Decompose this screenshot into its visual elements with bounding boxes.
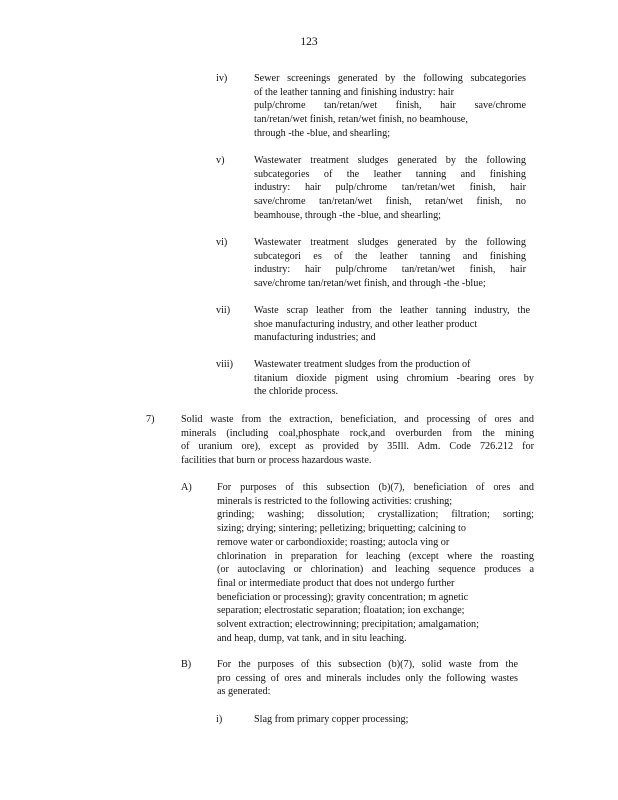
text-line: Wastewater treatment sludges from the production of — [254, 359, 471, 370]
text-line: as generated: — [217, 686, 271, 698]
text-line: Solid waste from the extraction, beneficiation, and processing of ores and — [181, 414, 534, 425]
item-text — [254, 358, 534, 399]
text-line: final or intermediate product that does not undergo further — [217, 577, 455, 589]
text-line: facilities that burn or process hazardous waste. — [181, 455, 372, 467]
text-line: the chloride process. — [254, 386, 339, 398]
text-line: of uranium ore), except as provided by 35Ill. Adm. Code 726.212 for — [181, 441, 534, 453]
item-marker: i) — [216, 714, 223, 725]
item-marker: v) — [216, 155, 225, 166]
text-line: remove water or carbondioxide; roasting; autocla ving or — [217, 536, 450, 548]
text-line: subcategories of the leather tanning and finishing — [254, 168, 526, 180]
text-line: separation; electrostatic separation; floatation; ion exchange; — [217, 605, 465, 617]
text-line: Waste scrap leather from the leather tanning industry, the — [254, 305, 530, 316]
text-line: For the purposes of this subsection (b)(7), solid waste from the — [217, 659, 518, 670]
text-line: of the leather tanning and finishing industry: hair — [254, 86, 455, 98]
item-marker: vii) — [216, 305, 231, 316]
item-text — [254, 304, 530, 345]
text-line: pulp/chrome tan/retan/wet finish, hair save/chrome — [254, 100, 526, 112]
text-line: subcategori es of the leather tanning and finishing — [254, 250, 526, 262]
item-text — [217, 658, 518, 699]
text-line: solvent extraction; electrowinning; precipitation; amalgamation; — [217, 619, 479, 631]
text-line: beamhouse, through -the -blue, and shearling; — [254, 209, 442, 221]
text-line: For purposes of this subsection (b)(7), beneficiation of ores and — [217, 482, 534, 493]
text-line: industry: hair pulp/chrome tan/retan/wet finish, hair — [254, 264, 526, 276]
text-line: Wastewater treatment sludges generated by the following — [254, 155, 526, 166]
page-number: 123 — [300, 36, 318, 48]
item-marker: iv) — [216, 73, 228, 84]
text-line: manufacturing industries; and — [254, 332, 376, 344]
item-marker: B) — [181, 659, 192, 670]
item-marker: 7) — [146, 414, 155, 425]
text-line: save/chrome tan/retan/wet finish, retan/wet finish, no — [254, 196, 526, 208]
item-marker: A) — [181, 482, 192, 493]
text-line: beneficiation or processing); gravity concentration; m agnetic — [217, 591, 469, 603]
item-text — [254, 154, 526, 223]
item-text — [254, 72, 526, 141]
text-line: (or autoclaving or chlorination) and leaching sequence produces a — [217, 564, 534, 576]
text-line: Sewer screenings generated by the following subcategories — [254, 73, 526, 84]
text-line: sizing; drying; sintering; pelletizing; briquetting; calcining to — [217, 523, 466, 535]
text-line: save/chrome tan/retan/wet finish, and through -the -blue; — [254, 278, 486, 290]
item-text — [217, 481, 534, 645]
text-line: grinding; washing; dissolution; crystallization; filtration; sorting; — [217, 509, 534, 521]
text-line: and heap, dump, vat tank, and in situ leaching. — [217, 632, 407, 644]
text-line: pro cessing of ores and minerals includes only the following wastes — [217, 672, 518, 684]
item-text — [181, 413, 534, 468]
text-line: industry: hair pulp/chrome tan/retan/wet finish, hair — [254, 182, 526, 194]
item-text — [254, 236, 526, 291]
text-line: shoe manufacturing industry, and other leather product — [254, 318, 478, 330]
text-line: titanium dioxide pigment using chromium -bearing ores by — [254, 372, 534, 384]
text-line: chlorination in preparation for leaching (except where the roasting — [217, 550, 534, 562]
text-line: tan/retan/wet finish, retan/wet finish, no beamhouse, — [254, 114, 468, 126]
text-line: minerals is restricted to the following activities: crushing; — [217, 495, 453, 507]
item-marker: viii) — [216, 359, 233, 370]
text-line: Slag from primary copper processing; — [254, 714, 409, 725]
text-line: through -the -blue, and shearling; — [254, 127, 391, 139]
text-line: Wastewater treatment sludges generated by the following — [254, 237, 526, 248]
item-marker: vi) — [216, 237, 228, 248]
text-line: minerals (including coal,phosphate rock,and overburden from the mining — [181, 427, 534, 439]
item-text — [254, 713, 534, 727]
